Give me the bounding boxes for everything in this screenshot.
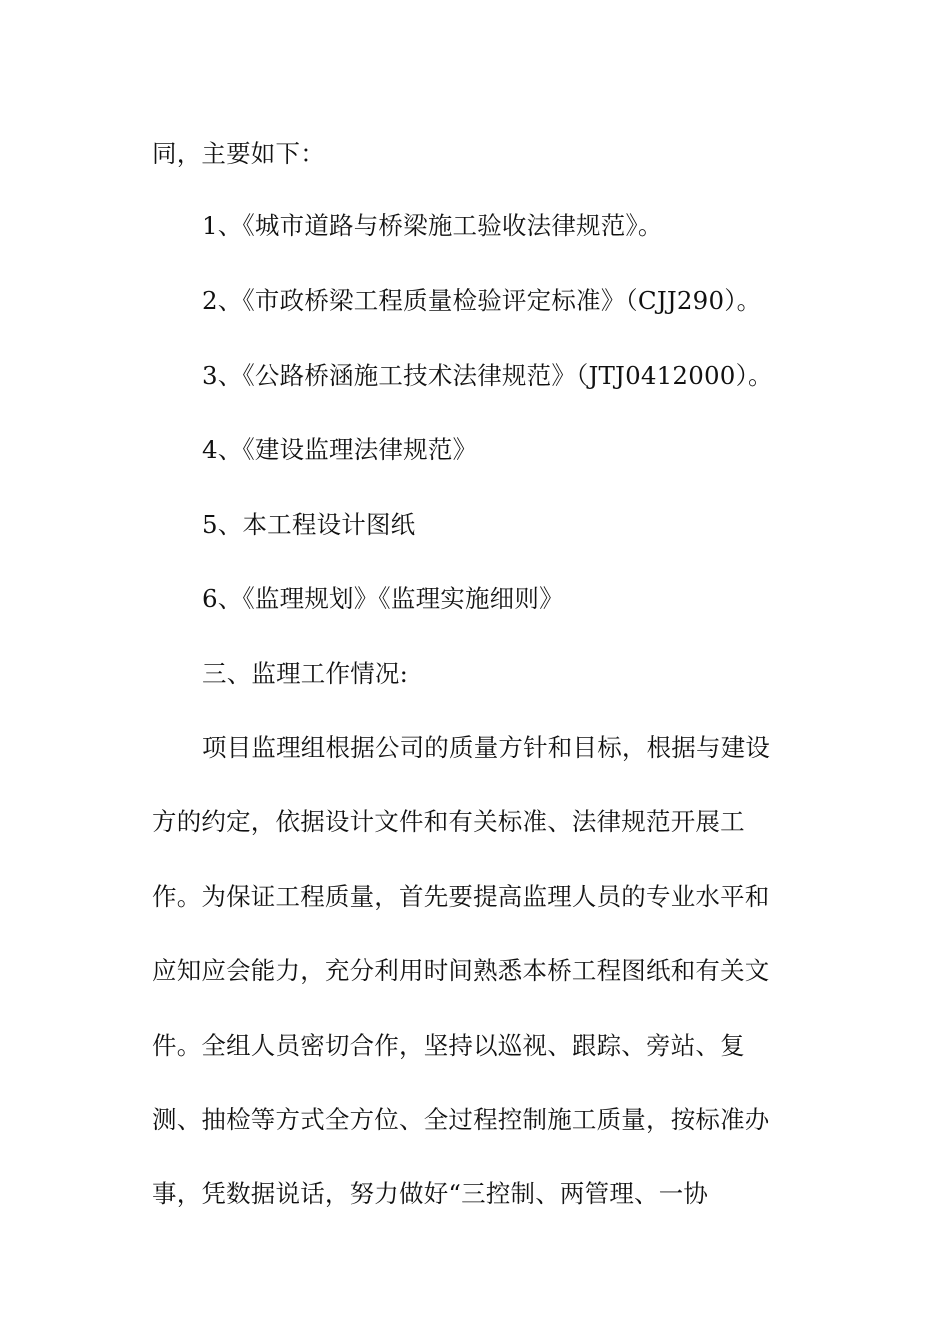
body-paragraph-line: 件。全组人员密切合作，坚持以巡视、跟踪、旁站、复 (152, 1031, 745, 1060)
paragraph-line-continuation: 同，主要如下： (152, 139, 325, 168)
list-item-3: 3、《公路桥涵施工技术法律规范》（JTJ0412000）。 (202, 361, 773, 390)
list-item-2: 2、《市政桥梁工程质量检验评定标准》（CJJ290）。 (202, 286, 762, 315)
section-heading: 三、监理工作情况: (202, 659, 409, 688)
list-item-4: 4、《建设监理法律规范》 (202, 435, 478, 464)
body-paragraph-line: 作。为保证工程质量，首先要提高监理人员的专业水平和 (152, 882, 770, 911)
body-paragraph-line: 项目监理组根据公司的质量方针和目标，根据与建设 (202, 733, 771, 762)
body-paragraph-line: 方的约定，依据设计文件和有关标准、法律规范开展工 (152, 807, 745, 836)
list-item-5: 5、本工程设计图纸 (202, 510, 416, 539)
body-paragraph-line: 事，凭数据说话，努力做好“三控制、两管理、一协 (152, 1179, 709, 1208)
body-paragraph-line: 应知应会能力，充分利用时间熟悉本桥工程图纸和有关文 (152, 956, 770, 985)
list-item-6: 6、《监理规划》《监理实施细则》 (202, 584, 564, 613)
body-paragraph-line: 测、抽检等方式全方位、全过程控制施工质量，按标准办 (152, 1105, 770, 1134)
list-item-1: 1、《城市道路与桥梁施工验收法律规范》。 (202, 211, 663, 240)
